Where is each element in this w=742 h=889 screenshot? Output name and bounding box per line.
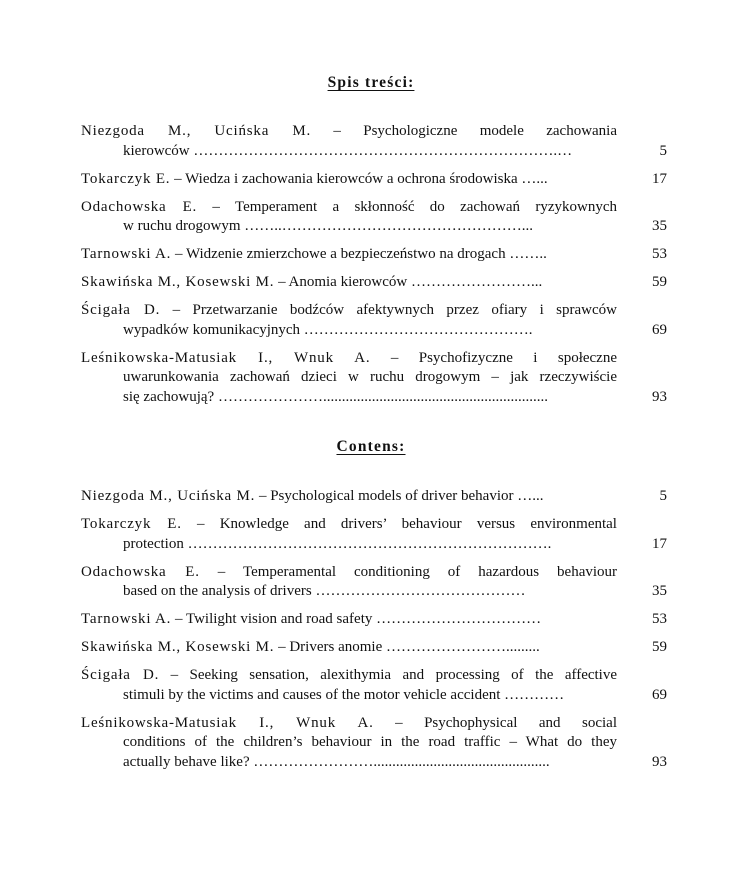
toc-entry-first-line (81, 487, 617, 507)
toc-entry (81, 666, 667, 705)
toc-entry-title: – Przetwarzanie bodźców afektywnych przez ofiary i sprawców (172, 302, 617, 318)
toc-entry-title-continuation: protection ………………………………………………………………. (123, 535, 552, 552)
toc-entry-first-line (81, 714, 617, 734)
toc-entry-first-line (81, 666, 617, 686)
toc-entry-text (81, 245, 617, 265)
toc-entry (81, 349, 667, 408)
toc-entry (81, 563, 667, 602)
toc-entry-text (81, 666, 617, 705)
toc-entry-page-number: 93 (652, 388, 667, 405)
toc-entry (81, 198, 667, 237)
toc-entry-title: – Temperament a skłonność do zachowań ryzykownych (212, 198, 617, 215)
toc-entry-page-number: 17 (652, 170, 667, 187)
toc-entry-page-number: 53 (652, 611, 667, 627)
toc-entry-title-continuation: wypadków komunikacyjnych ………………………………………. (123, 321, 533, 338)
toc-entry-title-continuation: conditions of the children’s behaviour in the road traffic – What do they (123, 734, 617, 750)
toc-entry-author: Ścigała D. (81, 302, 161, 318)
toc-entry-text (81, 610, 617, 630)
toc-entry-text (81, 638, 617, 658)
toc-entry-page-number: 5 (659, 142, 667, 159)
toc-entry-title: – Psychophysical and social (395, 714, 617, 731)
toc-entry-title: – Drivers anomie ……………………......... (278, 639, 540, 655)
toc-entry-author: Niezgoda M., Ucińska M. (81, 488, 256, 504)
toc-entry-page-number: 69 (652, 321, 667, 338)
toc-entry-title-continuation: based on the analysis of drivers …………………………………… (123, 583, 526, 599)
toc-entry-first-line (81, 122, 617, 142)
toc-entry-first-line (81, 638, 617, 658)
toc-entry-first-line (81, 198, 617, 218)
toc-entry-author: Niezgoda M., Ucińska M. (81, 123, 312, 139)
toc-entry-title-continuation: uwarunkowania zachowań dzieci w ruchu drogowym – jak rzeczywiście (123, 369, 617, 385)
toc-entry-author: Tokarczyk E. (81, 170, 171, 187)
toc-entry (81, 610, 667, 630)
toc-entry-author: Leśnikowska-Matusiak I., Wnuk A. (81, 349, 371, 366)
toc-entry (81, 170, 667, 190)
toc-entry-author: Ścigała D. (81, 667, 160, 683)
toc-entry-text (81, 198, 617, 237)
toc-entry-text (81, 273, 617, 293)
toc-entry-author: Odachowska E. (81, 198, 198, 215)
toc-entry-text (81, 487, 617, 507)
toc-entry-text (81, 714, 617, 773)
toc-entry-title: – Temperamental conditioning of hazardous behaviour (217, 563, 618, 580)
toc-entry-first-line (81, 349, 617, 369)
toc-entry-page-number: 59 (652, 274, 667, 290)
toc-entry-page-number: 35 (652, 583, 667, 599)
toc-entry-page-number: 5 (659, 488, 667, 504)
toc-entry-title: – Wiedza i zachowania kierowców a ochrona środowiska …... (174, 170, 548, 187)
toc-entry (81, 122, 667, 161)
toc-entry-text (81, 170, 617, 190)
toc-entry-title-continuation: kierowców ……………………………………………………………….… (123, 142, 573, 159)
toc-entry-title-continuation: w ruchu drogowym ……..…………………………………………... (123, 218, 533, 234)
toc-entry-text (81, 122, 617, 161)
toc-entry-title-continuation: actually behave like? ……………………............................................... (123, 753, 550, 770)
toc-entry (81, 515, 667, 554)
toc-entry (81, 301, 667, 340)
toc-entry-author: Leśnikowska-Matusiak I., Wnuk A. (81, 714, 374, 731)
toc-entry-first-line (81, 610, 617, 630)
toc-entry-text (81, 349, 617, 408)
toc-entry-page-number: 69 (652, 686, 667, 703)
toc-entry-page-number: 53 (652, 246, 667, 262)
toc-entry-first-line (81, 245, 617, 265)
toc-entry-title: – Psychofizyczne i społeczne (390, 349, 617, 366)
toc-entry-author: Tarnowski A. (81, 246, 172, 262)
toc-entry-first-line (81, 563, 617, 583)
toc-entry-author: Skawińska M., Kosewski M. (81, 639, 275, 655)
toc-entry-title: – Anomia kierowców ……………………... (278, 274, 543, 290)
toc-entry-page-number: 17 (652, 535, 667, 552)
toc-entry-author: Odachowska E. (81, 563, 200, 580)
toc-entry (81, 245, 667, 265)
toc-entry (81, 638, 667, 658)
toc-entry-page-number: 93 (652, 753, 667, 770)
polish-toc-heading: Spis treści: (327, 74, 415, 91)
toc-entry-text (81, 301, 617, 340)
toc-entry-text (81, 563, 617, 602)
toc-entry-title: – Knowledge and drivers’ behaviour versus environmental (197, 516, 617, 532)
toc-entry-author: Tarnowski A. (81, 611, 172, 627)
toc-entry (81, 487, 667, 507)
english-toc-heading: Contens: (336, 438, 406, 455)
toc-entry-first-line (81, 170, 617, 190)
toc-entry-title: – Twilight vision and road safety …………………………… (174, 611, 542, 627)
toc-entry-page-number: 59 (652, 639, 667, 655)
toc-entry (81, 273, 667, 293)
toc-entry-first-line (81, 301, 617, 321)
toc-entry-title: – Psychologiczne modele zachowania (333, 123, 618, 139)
toc-entry-author: Skawińska M., Kosewski M. (81, 274, 275, 290)
toc-entry-title: – Seeking sensation, alexithymia and processing of the affective (170, 667, 618, 683)
toc-entry-page-number: 35 (652, 218, 667, 234)
toc-entry-title-continuation: się zachowują? …………………............................................................ (123, 388, 548, 405)
toc-entry-author: Tokarczyk E. (81, 516, 182, 532)
toc-entry (81, 714, 667, 773)
toc-entry-first-line (81, 273, 617, 293)
toc-entry-title: – Psychological models of driver behavior …... (258, 488, 544, 504)
toc-entry-first-line (81, 515, 617, 535)
toc-entry-title: – Widzenie zmierzchowe a bezpieczeństwo na drogach …….. (174, 246, 547, 262)
toc-entry-title-continuation: stimuli by the victims and causes of the motor vehicle accident ………… (123, 686, 565, 703)
polish-toc-list (81, 122, 667, 407)
english-toc-list (81, 487, 667, 772)
toc-entry-text (81, 515, 617, 554)
